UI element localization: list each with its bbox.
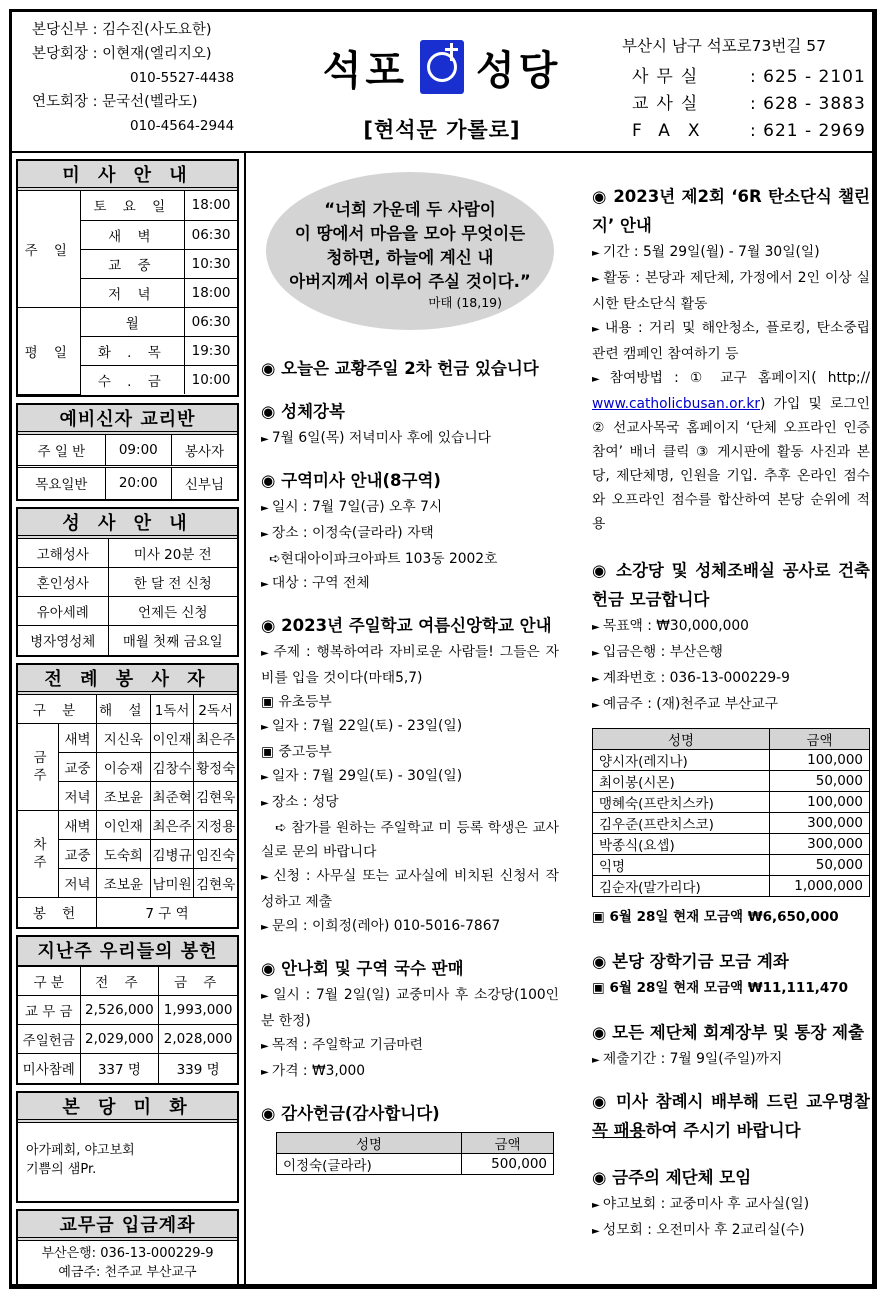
box-title: 본 당 미 화 — [18, 1093, 237, 1123]
catechumen-box — [16, 403, 239, 501]
bulletin-frame — [9, 9, 877, 1289]
section-title: ◉ 모든 제단체 회계장부 및 통장 제출 — [592, 1023, 865, 1042]
box-title: 미 사 안 내 — [18, 161, 237, 191]
mass-schedule-box — [16, 159, 239, 397]
section-title: ◉ 2023년 주일학교 여름신앙학교 안내 — [261, 616, 552, 635]
box-title: 예비신자 교리반 — [18, 405, 237, 435]
liturgy-table: 구 분 해 설 1독서 2독서 금주 새벽 지신욱 이인재 최은주 교중 이승재 김창수 황정숙 저녁 조보윤 최준혁 김현욱 차주 새벽 이인재 최은주 지정용 교중 도숙희 김병규 임진숙 저녁 조보윤 남미원 김현욱 봉 헌 7 구 역 — [18, 695, 237, 927]
beautification-line: 아가페회, 야고보회 — [26, 1142, 135, 1158]
title-left: 석포 — [322, 47, 408, 94]
scholarship-total: ▣ 6월 28일 현재 모금액 ₩11,111,470 — [592, 980, 849, 996]
scripture-quote: “너희 가운데 두 사람이 이 땅에서 마음을 모아 무엇이든 청하면, 하늘에 계신 내 아버지께서 이루어 주실 것이다.” 마태 (18,19) — [266, 172, 554, 330]
offerings-table: 구 분 전 주 금 주 교 무 금 2,526,000 1,993,000 주일헌금 2,029,000 2,028,000 미사참례 337 명 339 명 — [18, 967, 237, 1083]
section-title: ◉ 2023년 제2회 ‘6R 탄소단식 챌린지’ 안내 — [592, 187, 870, 235]
phone-row: 교사실 : 628 - 3883 — [632, 94, 866, 114]
section-title: ◉ 본당 장학기금 모금 계좌 — [592, 952, 789, 971]
contact-info — [622, 34, 866, 145]
section-title: ◉ 소강당 및 성체조배실 공사로 건축헌금 모금합니다 — [592, 561, 870, 609]
section-title: ◉ 금주의 제단체 모임 — [592, 1168, 752, 1187]
staff-row: 본당신부 : 김수진(사도요한) — [32, 22, 212, 38]
sacraments-box — [16, 507, 239, 657]
section-title: ◉ 오늘은 교황주일 2차 헌금 있습니다 — [261, 359, 539, 378]
thanks-table: 성명 금액 이정숙(글라라) 500,000 — [276, 1132, 554, 1175]
box-title: 교무금 입금계좌 — [18, 1211, 237, 1241]
church-logo-icon — [420, 40, 464, 94]
title-right: 성당 — [476, 47, 562, 94]
patron-subtitle: [현석문 가롤로] — [363, 118, 521, 142]
section-title: ◉ 구역미사 안내(8구역) — [261, 471, 441, 490]
staff-info — [32, 18, 234, 138]
section-title: ◉ 미사 참례시 배부해 드린 교우명찰 꼭 패용하여 주시기 바랍니다 — [592, 1092, 870, 1140]
column-divider — [244, 153, 246, 1284]
phone-row: FAX : 621 - 2969 — [632, 121, 866, 141]
liturgy-servers-box — [16, 663, 239, 929]
donors-table: 성명 금액 양시자(레지나) 100,000 최이봉(시몬) 50,000 맹혜숙(프란치스카) 100,000 김우준(프란치스코) 300,000 박종식(요셉) 300,000 익명 50,000 김순자(말가리다) 1,000,000 — [592, 728, 870, 897]
diocese-homepage-link[interactable]: www.catholicbusan.or.kr — [592, 396, 761, 412]
church-title — [307, 34, 577, 144]
section-title: ◉ 감사헌금(감사합니다) — [261, 1104, 440, 1123]
catechumen-table: 주 일 반 09:00 봉사자 목요일반 20:00 신부님 — [18, 435, 237, 499]
dues-account-box — [16, 1209, 239, 1287]
box-title: 성 사 안 내 — [18, 509, 237, 539]
bulletin-header — [12, 12, 872, 153]
box-title: 전 례 봉 사 자 — [18, 665, 237, 695]
beautification-line: 기쁨의 샘Pr. — [26, 1161, 97, 1177]
account-holder: 예금주: 천주교 부산교구 — [58, 1264, 197, 1280]
section-title: ◉ 성체강복 — [261, 402, 345, 421]
mass-table: 주 일 토 요 일 18:00 새 벽 06:30 교 중 10:30 저 녁 18:00 평 일 월 06:30 화 . 목 19:30 수 . 금 10:00 — [18, 191, 237, 395]
staff-phone: 010-4564-2944 — [130, 118, 235, 134]
address: 부산시 남구 석포로73번길 57 — [622, 37, 826, 55]
phone-row: 사무실 : 625 - 2101 — [632, 67, 866, 87]
bank-account: 부산은행: 036-13-000229-9 — [41, 1245, 214, 1261]
sacraments-table: 고해성사 미사 20분 전 혼인성사 한 달 전 신청 유아세례 언제든 신청 병자영성체 매월 첫째 금요일 — [18, 539, 237, 655]
offerings-box — [16, 935, 239, 1085]
left-column — [16, 159, 239, 1293]
quote-source: 마태 (18,19) — [428, 295, 502, 310]
section-title: ◉ 안나회 및 구역 국수 판매 — [261, 959, 464, 978]
box-title: 지난주 우리들의 봉헌 — [18, 937, 237, 967]
right-column: ◉ 2023년 제2회 ‘6R 탄소단식 챌린지’ 안내 ► 기간 : 5월 29일(월) - 7월 30일(일) ► 활동 : 본당과 제단체, 가정에서 2인 이상 실시한 탄소단식 활동 ► 내용 : 거리 및 해안청소, 플로킹, 탄소중립 관련 캠페인 참여하기 등 ► 참여방법 : ① 교구 홈페이지( http;// www.catholicbusan.or.kr) 가입 및 로그인 ② 선교사목국 홈페이지 ‘단체 오프라인 인증 참여’ 배너 클릭 ③ 게시판에 활동 사진과 본당, 제단체명, 인원을 기입. 추후 온라인 점수와 오프라인 점수를 합산하여 본당 순위에 적용 ◉ 소강당 및 성체조배실 공사로 건축헌금 모금합니다 ► 목표액 : ₩30,000,000 ► 입금은행 : 부산은행 ► 계좌번호 : 036-13-000229-9 ► 예금주 : (재)천주교 부산교구 성명 금액 양시자(레지나) 100,000 최이봉(시몬) 50,000 맹혜숙(프란치스카) 100,000 김우준(프란치스코) 300,000 박종식(요셉) 300,000 익명 50,000 김순자(말가리다) 1,000,000 ▣ 6월 28일 현재 모금액 ₩6,650,000 ◉ 본당 장학기금 모금 계좌 ▣ 6월 28일 현재 모금액 ₩11,111,470 ◉ 모든 제단체 회계장부 및 통장 제출 ► 제출기간 : 7월 9일(주일)까지 ◉ 미사 참례시 배부해 드린 교우명찰 꼭 패용하여 주시기 바랍니다 ◉ 금주의 제단체 모임 ► 야고보회 : 교중미사 후 교사실(일) ► 성모회 : 오전미사 후 2교리실(수) — [592, 182, 870, 1244]
building-total: ▣ 6월 28일 현재 모금액 ₩6,650,000 — [592, 909, 839, 925]
middle-column: “너희 가운데 두 사람이 이 땅에서 마음을 모아 무엇이든 청하면, 하늘에 계신 내 아버지께서 이루어 주실 것이다.” 마태 (18,19) ◉ 오늘은 교황주일 2차 헌금 있습니다 ◉ 성체강복 ► 7월 6일(목) 저녁미사 후에 있습니다 ◉ 구역미사 안내(8구역) ► 일시 : 7월 7일(금) 오후 7시 ► 장소 : 이정숙(글라라) 자택 ➪현대아이파크아파트 103동 2002호 ► 대상 : 구역 전체 ◉ 2023년 주일학교 여름신앙학교 안내 ► 주제 : 행복하여라 자비로운 사람들! 그들은 자비를 입을 것이다(마태5,7) ▣ 유초등부 ► 일자 : 7월 22일(토) - 23일(일) ▣ 중고등부 ► 일자 : 7월 29일(토) - 30일(일) ► 장소 : 성당 ➪ 참가를 원하는 주일학교 미 등록 학생은 교사실로 문의 바랍니다 ► 신청 : 사무실 또는 교사실에 비치된 신청서 작성하고 제출 ► 문의 : 이희정(레아) 010-5016-7867 ◉ 안나회 및 구역 국수 판매 ► 일시 : 7월 2일(일) 교중미사 후 소강당(100인분 한정) ► 목적 : 주일학교 기금마련 ► 가격 : ₩3,000 ◉ 감사헌금(감사합니다) 성명 금액 이정숙(글라라) 500,000 — [261, 172, 559, 1175]
staff-row: 본당회장 : 이현재(엘리지오) — [32, 46, 212, 62]
staff-phone: 010-5527-4438 — [130, 70, 235, 86]
staff-row: 연도회장 : 문국선(벨라도) — [32, 94, 198, 110]
beautification-box — [16, 1091, 239, 1203]
